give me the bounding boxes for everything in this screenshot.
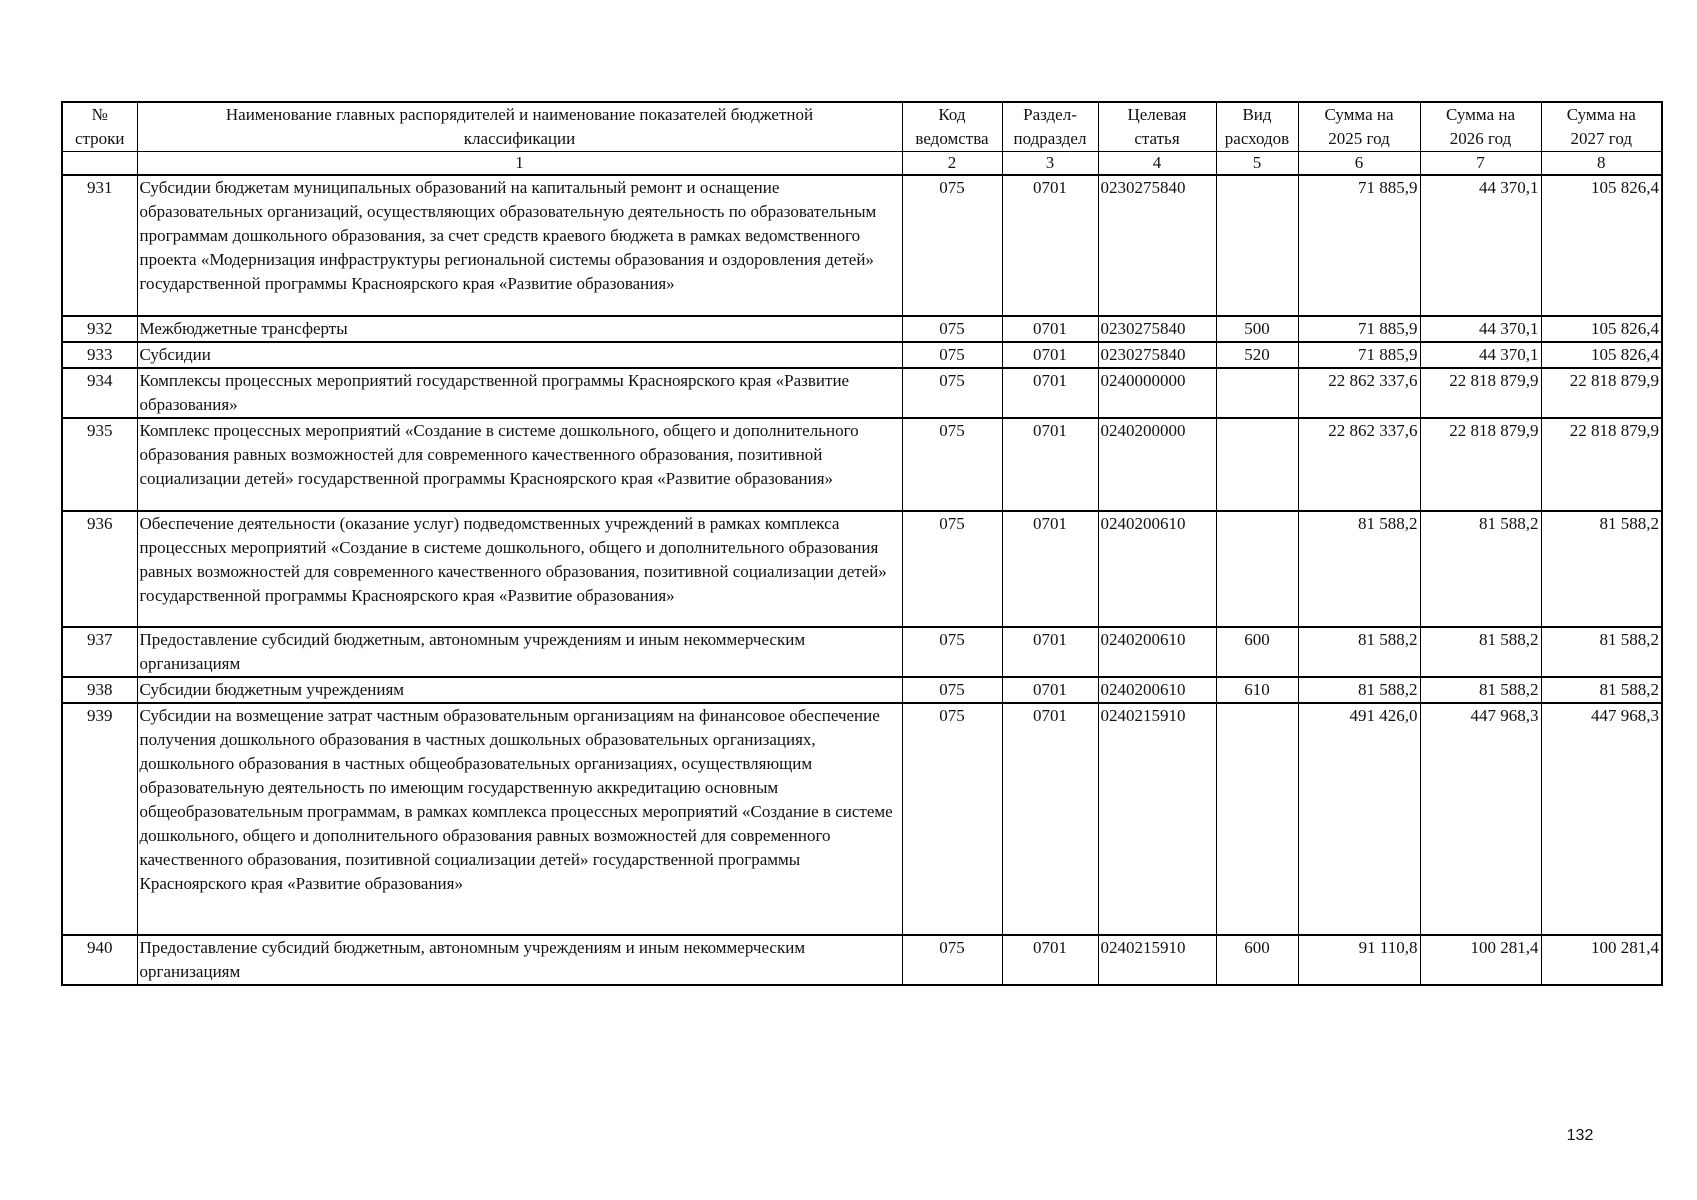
- row-dept-code: 075: [902, 511, 1002, 627]
- column-number: 5: [1216, 152, 1298, 176]
- table-body: [62, 152, 1662, 986]
- header-sum-2027: Сумма на 2027 год: [1541, 102, 1662, 152]
- row-kind: 520: [1216, 342, 1298, 368]
- column-number: 4: [1098, 152, 1216, 176]
- column-numbers-row: [62, 152, 1662, 176]
- header-section: Раздел- подраздел: [1002, 102, 1098, 152]
- row-name: Предоставление субсидий бюджетным, автономным учреждениям и иным некоммерческим организациям: [137, 627, 902, 677]
- column-number-blank: [62, 152, 137, 176]
- row-section: 0701: [1002, 418, 1098, 511]
- row-sum-2027: 22 818 879,9: [1541, 368, 1662, 418]
- row-sum-2026: 22 818 879,9: [1420, 418, 1541, 511]
- row-name: Предоставление субсидий бюджетным, автономным учреждениям и иным некоммерческим организациям: [137, 935, 902, 985]
- row-kind: 500: [1216, 316, 1298, 342]
- header-sum-2026: Сумма на 2026 год: [1420, 102, 1541, 152]
- row-name: Субсидии бюджетным учреждениям: [137, 677, 902, 703]
- row-dept-code: 075: [902, 703, 1002, 935]
- table-row: [62, 368, 1662, 418]
- row-section: 0701: [1002, 342, 1098, 368]
- row-section: 0701: [1002, 316, 1098, 342]
- row-sum-2027: 100 281,4: [1541, 935, 1662, 985]
- row-number: 939: [62, 703, 137, 935]
- row-sum-2025: 71 885,9: [1298, 175, 1420, 316]
- header-row-no: № строки: [62, 102, 137, 152]
- row-sum-2025: 81 588,2: [1298, 677, 1420, 703]
- row-sum-2026: 81 588,2: [1420, 677, 1541, 703]
- row-section: 0701: [1002, 703, 1098, 935]
- table-row: [62, 703, 1662, 935]
- row-section: 0701: [1002, 935, 1098, 985]
- column-number: 8: [1541, 152, 1662, 176]
- row-number: 937: [62, 627, 137, 677]
- table-row: [62, 418, 1662, 511]
- table-row: [62, 511, 1662, 627]
- row-dept-code: 075: [902, 935, 1002, 985]
- row-section: 0701: [1002, 511, 1098, 627]
- row-dept-code: 075: [902, 418, 1002, 511]
- row-sum-2026: 100 281,4: [1420, 935, 1541, 985]
- row-target: 0240200610: [1098, 677, 1216, 703]
- row-dept-code: 075: [902, 368, 1002, 418]
- table-row: [62, 627, 1662, 677]
- row-number: 931: [62, 175, 137, 316]
- column-number: 7: [1420, 152, 1541, 176]
- row-kind: [1216, 511, 1298, 627]
- row-sum-2025: 91 110,8: [1298, 935, 1420, 985]
- row-sum-2027: 105 826,4: [1541, 316, 1662, 342]
- row-number: 933: [62, 342, 137, 368]
- row-sum-2026: 22 818 879,9: [1420, 368, 1541, 418]
- row-sum-2027: 22 818 879,9: [1541, 418, 1662, 511]
- row-target: 0240215910: [1098, 703, 1216, 935]
- row-kind: 610: [1216, 677, 1298, 703]
- table-row: [62, 175, 1662, 316]
- row-dept-code: 075: [902, 342, 1002, 368]
- row-sum-2026: 44 370,1: [1420, 342, 1541, 368]
- row-number: 935: [62, 418, 137, 511]
- row-name: Обеспечение деятельности (оказание услуг) подведомственных учреждений в рамках комплекса процессных мероприятий «Создание в системе дошкольного, общего и дополнительного образования равных возможностей для современного качественного образования, позитивной социализации детей» государственной программы Красноярского края «Развитие образования»: [137, 511, 902, 627]
- table-row: [62, 677, 1662, 703]
- row-sum-2027: 81 588,2: [1541, 627, 1662, 677]
- row-target: 0240200610: [1098, 627, 1216, 677]
- row-sum-2025: 71 885,9: [1298, 316, 1420, 342]
- row-sum-2027: 81 588,2: [1541, 511, 1662, 627]
- column-number: 3: [1002, 152, 1098, 176]
- table-row: [62, 316, 1662, 342]
- row-section: 0701: [1002, 677, 1098, 703]
- row-number: 936: [62, 511, 137, 627]
- row-sum-2027: 81 588,2: [1541, 677, 1662, 703]
- row-sum-2026: 81 588,2: [1420, 511, 1541, 627]
- row-target: 0230275840: [1098, 175, 1216, 316]
- row-number: 932: [62, 316, 137, 342]
- header-kind: Вид расходов: [1216, 102, 1298, 152]
- row-sum-2026: 44 370,1: [1420, 316, 1541, 342]
- row-dept-code: 075: [902, 316, 1002, 342]
- row-target: 0240200610: [1098, 511, 1216, 627]
- page-number: 132: [1566, 1127, 1594, 1144]
- row-sum-2027: 105 826,4: [1541, 175, 1662, 316]
- column-number: 6: [1298, 152, 1420, 176]
- row-sum-2026: 81 588,2: [1420, 627, 1541, 677]
- row-sum-2025: 22 862 337,6: [1298, 418, 1420, 511]
- row-kind: [1216, 703, 1298, 935]
- row-kind: 600: [1216, 935, 1298, 985]
- header-dept-code: Код ведомства: [902, 102, 1002, 152]
- column-number: 2: [902, 152, 1002, 176]
- table-row: [62, 935, 1662, 985]
- row-target: 0240000000: [1098, 368, 1216, 418]
- row-target: 0230275840: [1098, 342, 1216, 368]
- row-kind: [1216, 368, 1298, 418]
- row-name: Субсидии бюджетам муниципальных образований на капитальный ремонт и оснащение образовательных организаций, осуществляющих образовательную деятельность по образовательным программам дошкольного образования, за счет средств краевого бюджета в рамках ведомственного проекта «Модернизация инфраструктуры региональной системы образования и оздоровления детей» государственной программы Красноярского края «Развитие образования»: [137, 175, 902, 316]
- budget-table: [61, 101, 1663, 986]
- row-sum-2025: 81 588,2: [1298, 511, 1420, 627]
- row-sum-2025: 71 885,9: [1298, 342, 1420, 368]
- row-number: 938: [62, 677, 137, 703]
- row-target: 0240215910: [1098, 935, 1216, 985]
- row-kind: [1216, 418, 1298, 511]
- table-row: [62, 342, 1662, 368]
- header-sum-2025: Сумма на 2025 год: [1298, 102, 1420, 152]
- row-name: Субсидии на возмещение затрат частным образовательным организациям на финансовое обеспечение получения дошкольного образования в частных дошкольных образовательных организациях, дошкольного образования в частных общеобразовательных организациях, осуществляющим образовательную деятельность по имеющим государственную аккредитацию основным общеобразовательным программам, в рамках комплекса процессных мероприятий «Создание в системе дошкольного, общего и дополнительного образования равных возможностей для современного качественного образования, позитивной социализации детей» государственной программы Красноярского края «Развитие образования»: [137, 703, 902, 935]
- row-sum-2027: 447 968,3: [1541, 703, 1662, 935]
- row-sum-2026: 44 370,1: [1420, 175, 1541, 316]
- row-dept-code: 075: [902, 677, 1002, 703]
- row-name: Субсидии: [137, 342, 902, 368]
- row-number: 934: [62, 368, 137, 418]
- row-dept-code: 075: [902, 627, 1002, 677]
- row-kind: [1216, 175, 1298, 316]
- row-sum-2025: 491 426,0: [1298, 703, 1420, 935]
- row-target: 0240200000: [1098, 418, 1216, 511]
- row-number: 940: [62, 935, 137, 985]
- row-name: Комплекс процессных мероприятий «Создание в системе дошкольного, общего и дополнительного образования равных возможностей для современного качественного образования, позитивной социализации детей» государственной программы Красноярского края «Развитие образования»: [137, 418, 902, 511]
- row-section: 0701: [1002, 175, 1098, 316]
- table-header: [62, 102, 1662, 152]
- row-dept-code: 075: [902, 175, 1002, 316]
- row-name: Комплексы процессных мероприятий государственной программы Красноярского края «Развитие образования»: [137, 368, 902, 418]
- row-sum-2027: 105 826,4: [1541, 342, 1662, 368]
- row-kind: 600: [1216, 627, 1298, 677]
- row-name: Межбюджетные трансферты: [137, 316, 902, 342]
- header-name: Наименование главных распорядителей и наименование показателей бюджетной классификации: [137, 102, 902, 152]
- row-section: 0701: [1002, 627, 1098, 677]
- header-target: Целевая статья: [1098, 102, 1216, 152]
- row-section: 0701: [1002, 368, 1098, 418]
- row-sum-2025: 22 862 337,6: [1298, 368, 1420, 418]
- row-sum-2025: 81 588,2: [1298, 627, 1420, 677]
- row-sum-2026: 447 968,3: [1420, 703, 1541, 935]
- column-number: 1: [137, 152, 902, 176]
- row-target: 0230275840: [1098, 316, 1216, 342]
